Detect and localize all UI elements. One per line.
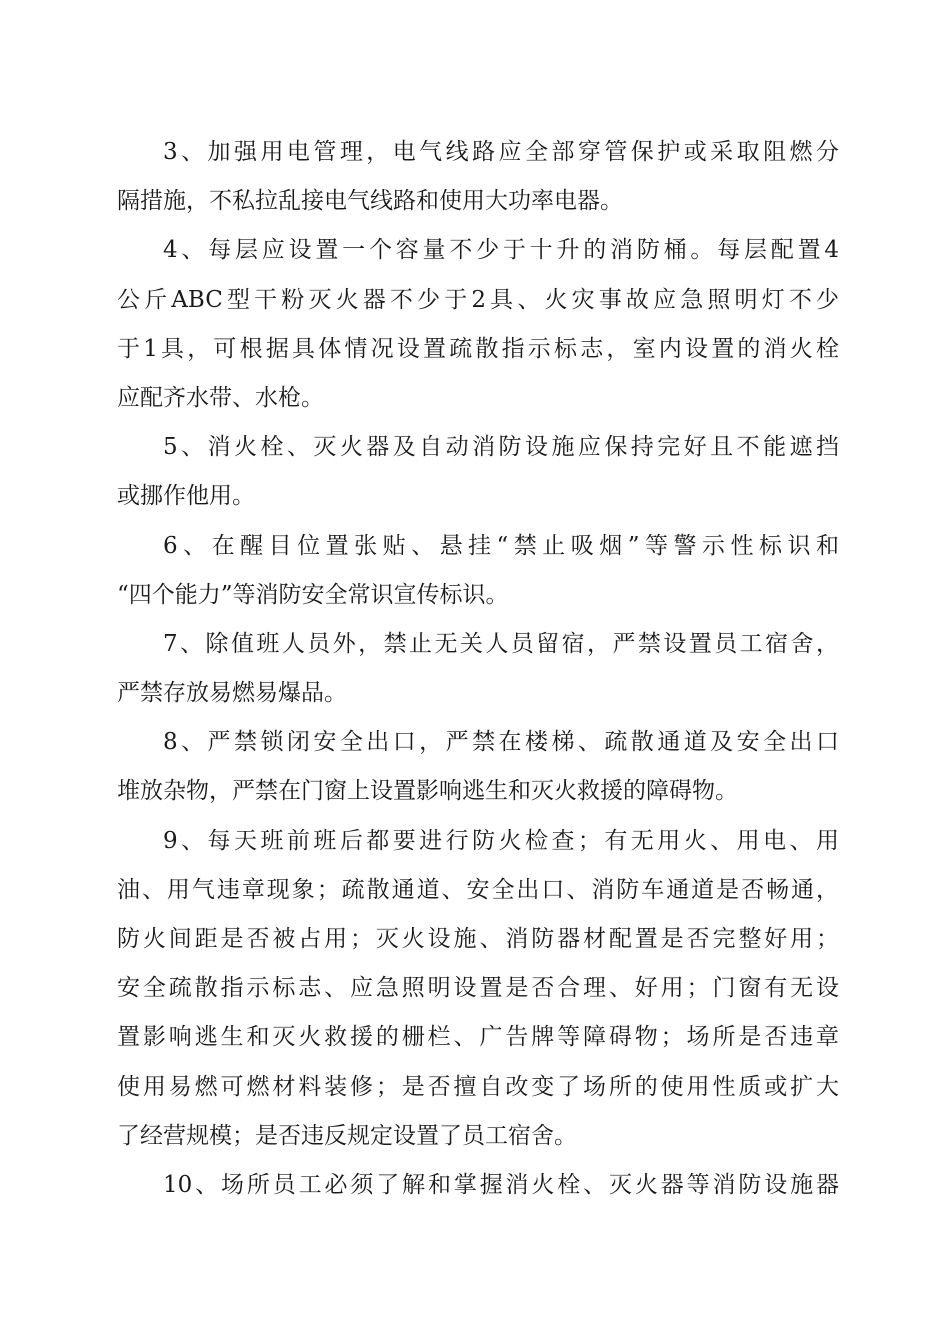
paragraph-line: 使用易燃可燃材料装修；是否擅自改变了场所的使用性质或扩大 bbox=[117, 1073, 839, 1100]
paragraph-line: 置影响逃生和灭火救援的栅栏、广告牌等障碍物；场所是否违章 bbox=[117, 1024, 839, 1051]
paragraph-line: 了经营规模；是否违反规定设置了员工宿舍。 bbox=[117, 1122, 577, 1149]
paragraph-line: 于1具，可根据具体情况设置疏散指示标志，室内设置的消火栓 bbox=[117, 335, 839, 362]
paragraph-line: 油、用气违章现象；疏散通道、安全出口、消防车通道是否畅通， bbox=[117, 876, 839, 903]
paragraph-first-line: 10、场所员工必须了解和掌握消火栓、灭火器等消防设施器 bbox=[163, 1171, 839, 1198]
paragraph-first-line: 5、消火栓、灭火器及自动消防设施应保持完好且不能遮挡 bbox=[163, 434, 839, 461]
paragraph-line: 堆放杂物，严禁在门窗上设置影响逃生和灭火救援的障碍物。 bbox=[117, 778, 738, 805]
paragraph-first-line: 8、严禁锁闭安全出口，严禁在楼梯、疏散通道及安全出口 bbox=[163, 729, 839, 756]
paragraph-line: 公斤ABC型干粉灭火器不少于2具、火灾事故应急照明灯不少 bbox=[117, 286, 839, 313]
paragraph-line: 或挪作他用。 bbox=[117, 483, 255, 510]
paragraph-first-line: 6、在醒目位置张贴、悬挂“禁止吸烟”等警示性标识和 bbox=[163, 532, 839, 559]
paragraph-line: 防火间距是否被占用；灭火设施、消防器材配置是否完整好用； bbox=[117, 926, 839, 952]
paragraph-line: “四个能力”等消防安全常识宣传标识。 bbox=[117, 581, 509, 608]
document-body bbox=[117, 128, 839, 1210]
paragraph-first-line: 4、每层应设置一个容量不少于十升的消防桶。每层配置4 bbox=[163, 237, 839, 264]
paragraph-line: 严禁存放易燃易爆品。 bbox=[117, 680, 347, 707]
paragraph-first-line: 9、每天班前班后都要进行防火检查；有无用火、用电、用 bbox=[163, 827, 839, 854]
paragraph-line: 隔措施，不私拉乱接电气线路和使用大功率电器。 bbox=[117, 188, 623, 215]
paragraph-line: 应配齐水带、水枪。 bbox=[117, 384, 324, 411]
paragraph-first-line: 3、加强用电管理，电气线路应全部穿管保护或采取阻燃分 bbox=[163, 139, 839, 165]
paragraph-line: 安全疏散指示标志、应急照明设置是否合理、好用；门窗有无设 bbox=[117, 975, 839, 1002]
paragraph-first-line: 7、除值班人员外，禁止无关人员留宿，严禁设置员工宿舍， bbox=[163, 630, 839, 657]
